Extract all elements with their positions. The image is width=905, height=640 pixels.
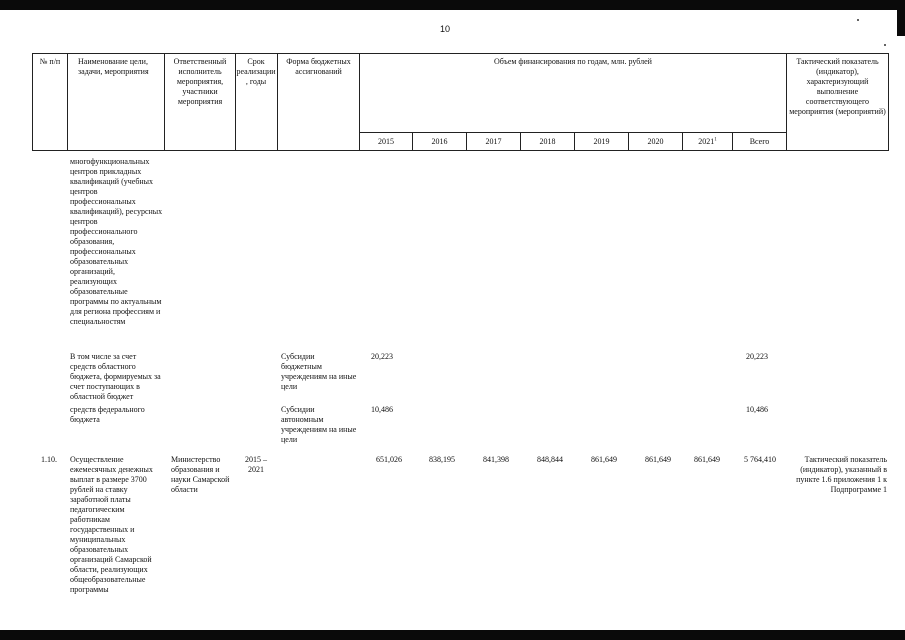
- continuation-text: многофункциональных центров прикладных квалификаций (учебных центров профессиональных квалификаций), ресурсных центров профессионального образования, профессиональных образовательных организаций, реализующих образовательные программы по актуальным для региона профессиям и специальностям: [70, 157, 163, 326]
- row-1-10-period: 2015 – 2021: [245, 455, 267, 474]
- col-border: [786, 53, 787, 150]
- header-bottom-border: [32, 150, 889, 151]
- row-1-10-value-2015: 651,026: [376, 455, 402, 464]
- scan-border-bottom: [0, 630, 905, 640]
- header-col-indicator: Тактический показатель (индикатор), характеризующий выполнение соответствующего мероприятия (мероприятий): [789, 57, 886, 116]
- row-1-10-indicator: Тактический показатель (индикатор), указанный в пункте 1.6 приложения 1 к Подпрограмме 1: [796, 455, 887, 494]
- scan-border-corner: [897, 0, 905, 36]
- row-1-10-total: 5 764,410: [744, 455, 776, 464]
- year-2020: 2020: [647, 137, 664, 146]
- row-1-10-num: 1.10.: [41, 455, 57, 464]
- scan-speck: [884, 44, 886, 46]
- year-2021: [683, 137, 732, 147]
- year-2016: 2016: [431, 137, 448, 146]
- col-border: [67, 53, 68, 150]
- scan-border-top: [0, 0, 905, 10]
- header-col-responsible: Ответственный исполнитель мероприятия, участники мероприятия: [173, 57, 227, 106]
- subrow-federal-text: средств федерального бюджета: [70, 405, 145, 424]
- row-1-10-value-2019: 861,649: [591, 455, 617, 464]
- subrow-regional-total: 20,223: [746, 352, 768, 361]
- subrow-regional-text: В том числе за счет средств областного бюджета, формируемых за счет поступающих в областной бюджет: [70, 352, 161, 401]
- row-1-10-value-2018: 848,844: [537, 455, 563, 464]
- subrow-federal-form: Субсидии автономным учреждениям на иные цели: [281, 405, 357, 444]
- page-number: 10: [440, 24, 451, 34]
- scan-speck: [857, 19, 859, 21]
- header-col-volume: Объем финансирования по годам, млн. рублей: [494, 57, 652, 66]
- row-1-10-name: Осуществление ежемесячных денежных выплат в размере 3700 рублей на ставку заработной платы педагогическим работникам государственных и муниципальных образовательных организаций Самарской области, реализующих общеобразовательные программы: [70, 455, 153, 594]
- header-col-name: Наименование цели, задачи, мероприятия: [78, 57, 149, 76]
- year-2019: 2019: [593, 137, 610, 146]
- subrow-regional-form: Субсидии бюджетным учреждениям на иные цели: [281, 352, 357, 391]
- subrow-regional-2015: 20,223: [371, 352, 393, 361]
- row-1-10-value-2021: 861,649: [694, 455, 720, 464]
- table-border-top: [32, 53, 889, 54]
- col-border: [359, 53, 360, 150]
- year-2017: 2017: [485, 137, 502, 146]
- year-total: Всего: [749, 137, 770, 146]
- header-col-num: № п/п: [39, 57, 61, 66]
- row-1-10-value-2016: 838,195: [429, 455, 455, 464]
- header-col-period: Срок реализации, годы: [236, 57, 276, 86]
- row-1-10-responsible: Министерство образования и науки Самарской области: [171, 455, 230, 494]
- row-1-10-value-2017: 841,398: [483, 455, 509, 464]
- row-1-10-value-2020: 861,649: [645, 455, 671, 464]
- subrow-federal-total: 10,486: [746, 405, 768, 414]
- col-border: [32, 53, 33, 150]
- footnote-mark: 1: [714, 137, 717, 143]
- year-2015: 2015: [378, 137, 394, 146]
- year-2021-label: 2021: [698, 137, 715, 146]
- col-border: [888, 53, 889, 150]
- col-border: [164, 53, 165, 150]
- subrow-federal-2015: 10,486: [371, 405, 393, 414]
- years-row-top-border: [359, 132, 786, 133]
- header-col-form: Форма бюджетных ассигнований: [286, 57, 351, 76]
- year-2018: 2018: [539, 137, 556, 146]
- col-border: [277, 53, 278, 150]
